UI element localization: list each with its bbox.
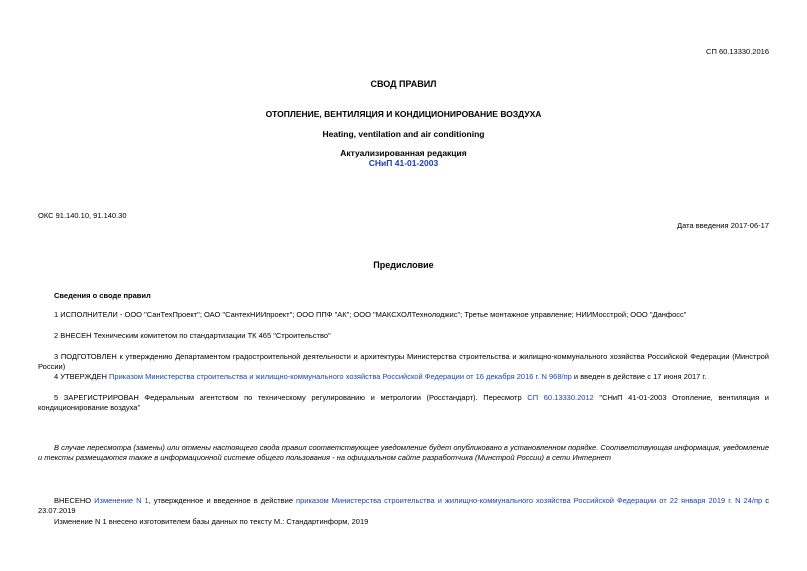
oks-code: ОКС 91.140.10, 91.140.30 bbox=[38, 211, 127, 220]
para-executors: 1 ИСПОЛНИТЕЛИ - ООО "СанТехПроект"; ОАО "СантехНИИпроект"; ООО ППФ "АК"; ООО "МАКСХОЛТехнолоджис"; Третье монтажное управление; НИИМосстрой; ООО "Данфосс" bbox=[54, 310, 687, 319]
para-introduced: 2 ВНЕСЕН Техническим комитетом по стандартизации ТК 465 "Строительство" bbox=[54, 331, 331, 340]
para-registered-text-a: 5 ЗАРЕГИСТРИРОВАН Федеральным агентством по техническому регулированию и метрологии (Росстандарт). Пересмотр bbox=[54, 393, 528, 402]
snip-link[interactable]: СНиП 41-01-2003 bbox=[368, 158, 439, 168]
para-notice: В случае пересмотра (замены) или отмены настоящего свода правил соответствующее уведомление будет опубликовано в установленном порядке. Соответствующая информация, уведомление и тексты размещаются также в информационной системе общего пользования - на официальном сайте разработчика (Минстрой России) в сети Интернет bbox=[38, 443, 769, 462]
document-code: СП 60.13330.2016 bbox=[706, 47, 769, 56]
para-amendment bbox=[38, 496, 769, 516]
para-approved-text-b: и введен в действие с 17 июня 2017 г. bbox=[571, 372, 707, 381]
sp-2012-link[interactable]: СП 60.13330.2012 bbox=[527, 393, 594, 402]
preface-subheading: Сведения о своде правил bbox=[54, 291, 151, 300]
para-approved bbox=[38, 372, 769, 382]
para-registered bbox=[38, 393, 769, 413]
amendment-order-link[interactable]: приказом Министерства строительства и жилищно-коммунального хозяйства Российской Федерации от 22 января 2019 г. N 24/пр bbox=[296, 496, 763, 505]
para-amendment-source: Изменение N 1 внесено изготовителем базы данных по тексту М.: Стандартинформ, 2019 bbox=[54, 517, 369, 526]
amendment-link[interactable]: Изменение N 1 bbox=[94, 496, 149, 505]
doc-english-title: Heating, ventilation and air conditioning bbox=[322, 129, 485, 139]
doc-edition-label: Актуализированная редакция bbox=[340, 148, 467, 158]
preface-heading: Предисловие bbox=[373, 260, 434, 270]
para-prepared: 3 ПОДГОТОВЛЕН к утверждению Департаментом градостроительной деятельности и архитектуры Министерства строительства и жилищно-коммунального хозяйства Российской Федерации (Минстрой России) bbox=[38, 352, 769, 371]
para-amendment-text-a: ВНЕСЕНО bbox=[54, 496, 95, 505]
para-amendment-text-b: , утвержденное и введенное в действие bbox=[148, 496, 297, 505]
doc-type-title: СВОД ПРАВИЛ bbox=[370, 79, 437, 89]
para-approved-text-a: 4 УТВЕРЖДЕН bbox=[54, 372, 110, 381]
para-registered-text-b: "СНиП 41-01-2003 Отопление, вентиляция и кондиционирование воздуха" bbox=[38, 393, 769, 412]
order-link[interactable]: Приказом Министерства строительства и жилищно-коммунального хозяйства Российской Федерации от 16 декабря 2016 г. N 968/пр bbox=[109, 372, 572, 381]
doc-main-title: ОТОПЛЕНИЕ, ВЕНТИЛЯЦИЯ И КОНДИЦИОНИРОВАНИЕ ВОЗДУХА bbox=[265, 109, 542, 119]
effective-date: Дата введения 2017-06-17 bbox=[677, 221, 769, 230]
para-amendment-text-c: с 23.07.2019 bbox=[38, 496, 769, 515]
